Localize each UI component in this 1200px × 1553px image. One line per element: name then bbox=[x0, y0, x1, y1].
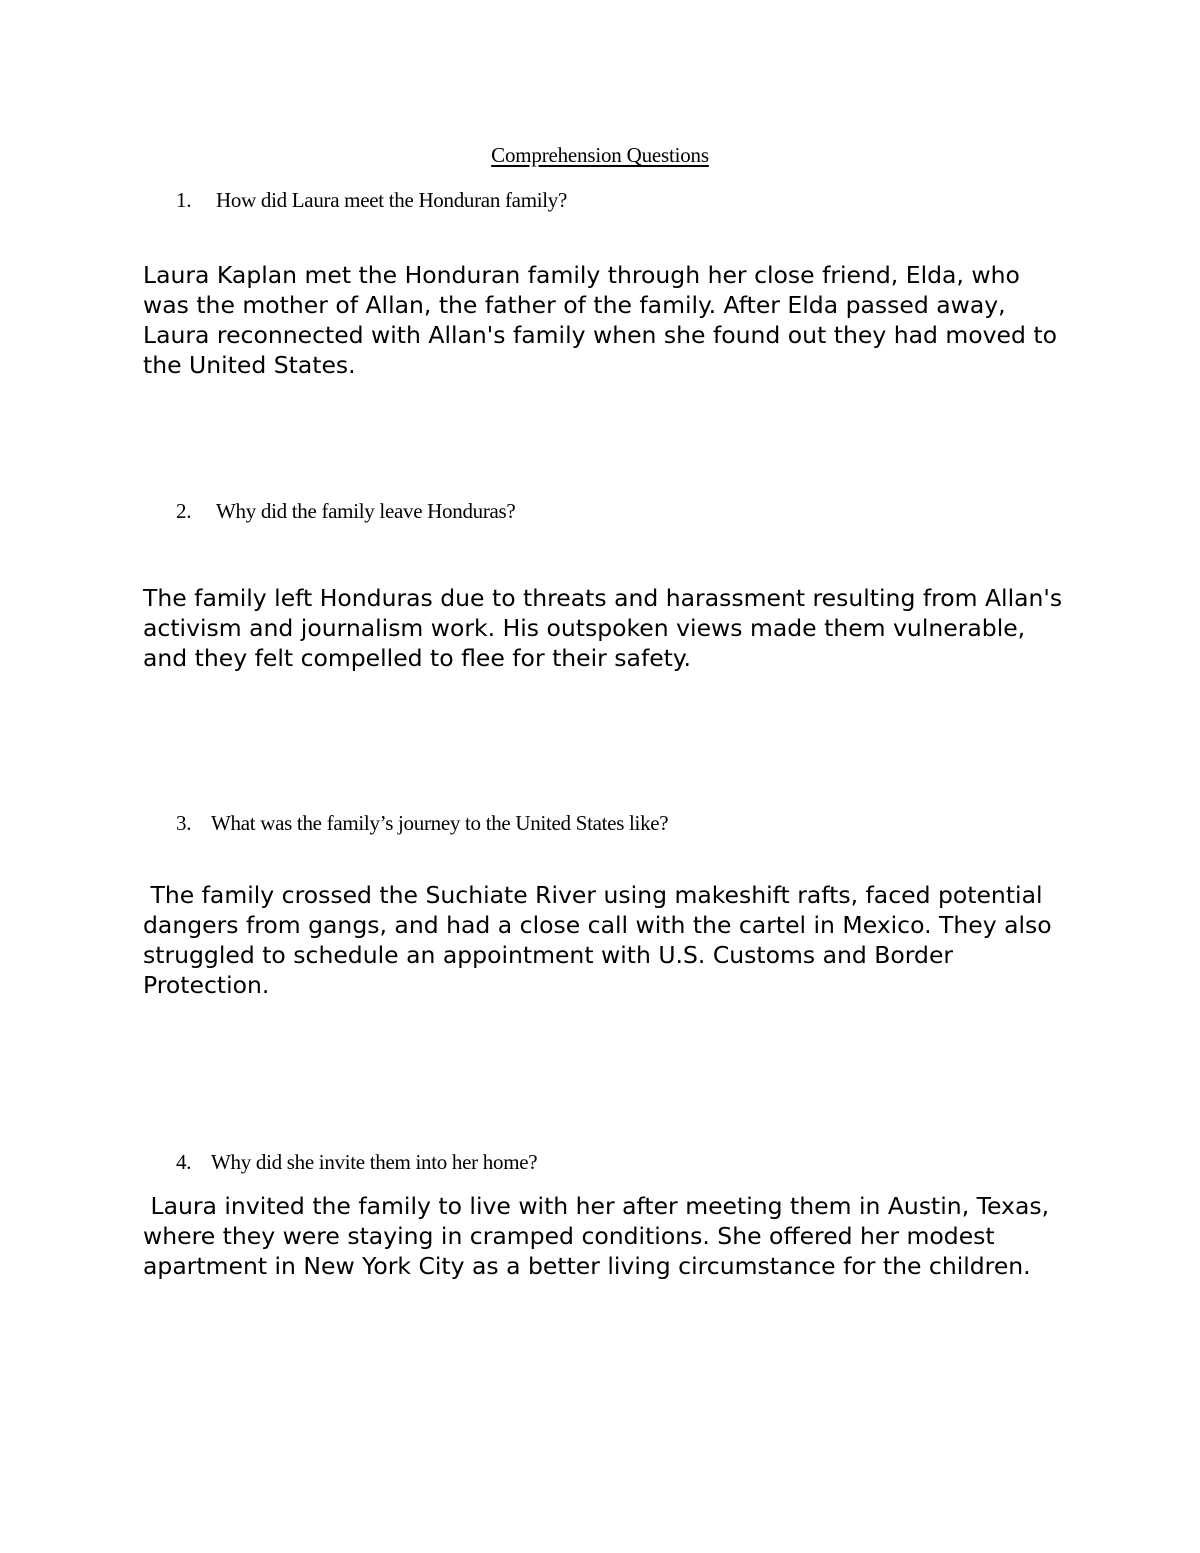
question-number: 3. bbox=[176, 811, 192, 835]
answer-4: Laura invited the family to live with her after meeting them in Austin, Texas, where they were staying in cramped conditions. She offered her modest apartment in New York City as a better living circumstance for the children. bbox=[143, 1192, 1057, 1280]
answer-2: The family left Honduras due to threats and harassment resulting from Allan's activism and journalism work. His outspoken views made them vulnerable, and they felt compelled to flee for their safety. bbox=[143, 584, 1063, 672]
page-title: Comprehension Questions bbox=[491, 143, 709, 167]
answer-1: Laura Kaplan met the Honduran family through her close friend, Elda, who was the mother of Allan, the father of the family. After Elda passed away, Laura reconnected with Allan's family when she found out they had moved to the United States. bbox=[143, 261, 1057, 379]
question-number: 4. bbox=[176, 1150, 192, 1174]
question-number: 2. bbox=[176, 499, 192, 523]
question-number: 1. bbox=[176, 188, 192, 212]
question-text: How did Laura meet the Honduran family? bbox=[216, 188, 568, 212]
question-text: What was the family’s journey to the United States like? bbox=[211, 811, 669, 835]
question-2 bbox=[176, 499, 515, 524]
question-1 bbox=[176, 188, 567, 213]
question-3 bbox=[176, 811, 668, 836]
answer-3: The family crossed the Suchiate River using makeshift rafts, faced potential dangers from gangs, and had a close call with the cartel in Mexico. They also struggled to schedule an appointment with U.S. Customs and Border Protection. bbox=[143, 881, 1060, 999]
question-text: Why did she invite them into her home? bbox=[211, 1150, 538, 1174]
question-text: Why did the family leave Honduras? bbox=[216, 499, 516, 523]
question-4 bbox=[176, 1150, 537, 1175]
